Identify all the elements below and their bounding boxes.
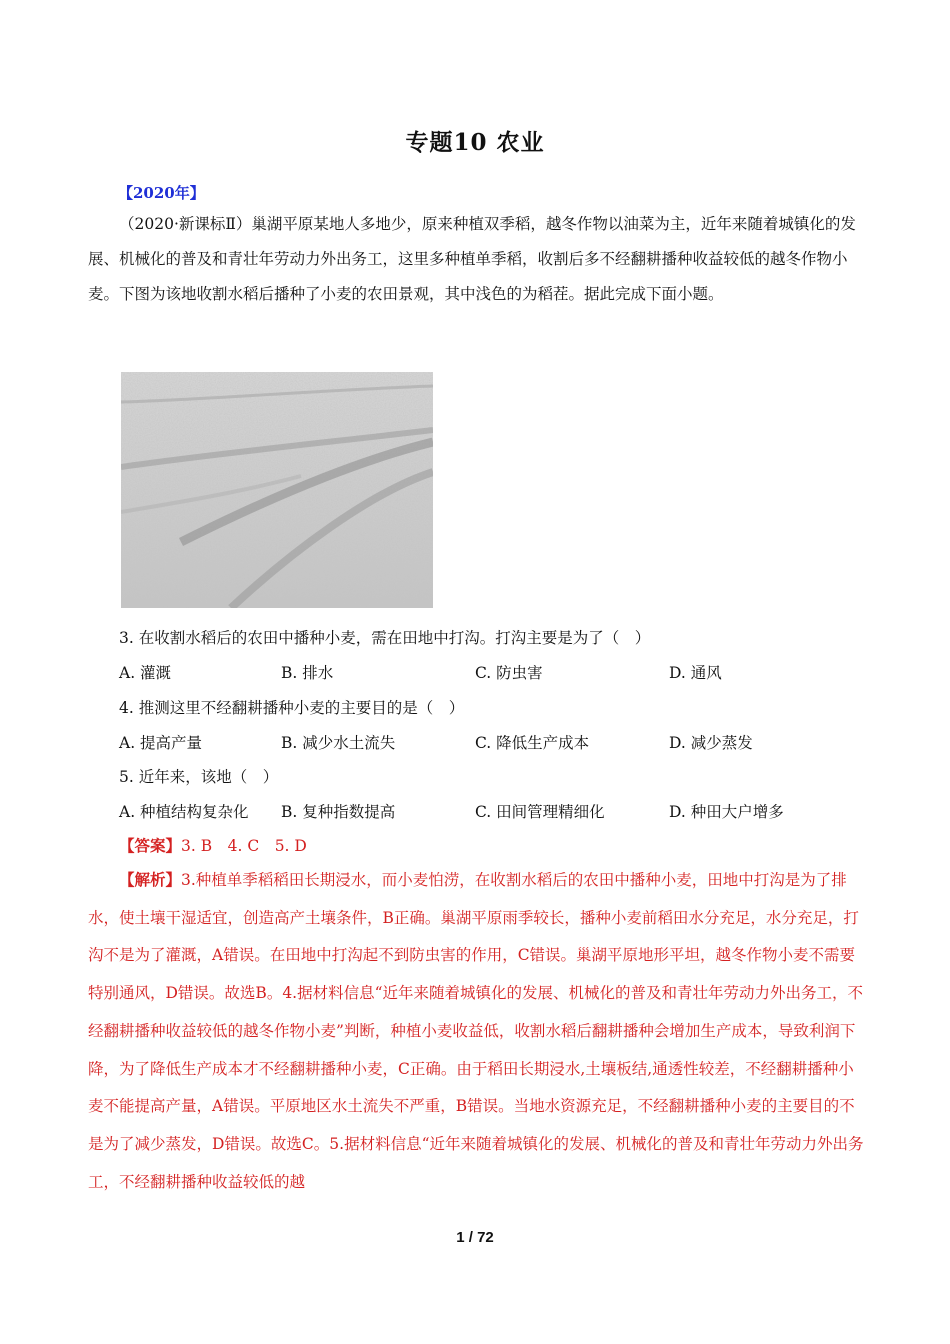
answer-label: 【答案】 xyxy=(119,836,182,855)
answer-line xyxy=(119,834,307,856)
q3-option-a: A. 灌溉 xyxy=(119,664,172,682)
q4-option-c: C. 降低生产成本 xyxy=(475,734,590,752)
q5-option-b: B. 复种指数提高 xyxy=(281,803,396,821)
page-number: 1 / 72 xyxy=(456,1229,494,1246)
farmland-photo xyxy=(121,372,433,608)
q4-option-d: D. 减少蒸发 xyxy=(669,734,753,752)
question-3: 3. 在收割水稻后的农田中播种小麦，需在田地中打沟。打沟主要是为了（ ） xyxy=(119,629,651,647)
answer-text: 3. B 4. C 5. D xyxy=(181,837,307,855)
q3-option-b: B. 排水 xyxy=(281,664,334,682)
q5-option-a: A. 种植结构复杂化 xyxy=(119,803,249,821)
q5-option-c: C. 田间管理精细化 xyxy=(475,803,605,821)
question-stem: （2020·新课标Ⅱ）巢湖平原某地人多地少，原来种植双季稻，越冬作物以油菜为主，近年来随着城镇化的发展、机械化的普及和青壮年劳动力外出务工，这里多种植单季稻，收割后多不经翻耕播种收益较低的越冬作物小麦。下图为该地收割水稻后播种了小麦的农田景观，其中浅色的为稻茬。据此完成下面小题。 xyxy=(88,215,856,303)
year-tag: 【2020年】 xyxy=(118,184,205,202)
analysis-label: 【解析】 xyxy=(119,870,182,889)
q4-option-a: A. 提高产量 xyxy=(119,734,203,752)
q3-option-c: C. 防虫害 xyxy=(475,664,543,682)
q3-option-d: D. 通风 xyxy=(669,664,722,682)
question-4: 4. 推测这里不经翻耕播种小麦的主要目的是（ ） xyxy=(119,699,465,717)
page-title: 专题10 农业 xyxy=(405,129,545,156)
analysis-text: 3.种植单季稻稻田长期浸水，而小麦怕涝，在收割水稻后的农田中播种小麦，田地中打沟是为了排水，使土壤干湿适宜，创造高产土壤条件，B正确。巢湖平原雨季较长，播种小麦前稻田水分充足，水分充足，打沟不是为了灌溉，A错误。在田地中打沟起不到防虫害的作用，C错误。巢湖平原地形平坦，越冬作物小麦不需要特别通风，D错误。故选B。4.据材料信息“近年来随着城镇化的发展、机械化的普及和青壮年劳动力外出务工，不经翻耕播种收益较低的越冬作物小麦”判断，种植小麦收益低，收割水稻后翻耕播种会增加生产成本，导致利润下降，为了降低生产成本才不经翻耕播种小麦，C正确。由于稻田长期浸水,土壤板结,通透性较差，不经翻耕播种小麦不能提高产量，A错误。平原地区水土流失不严重，B错误。当地水资源充足，不经翻耕播种小麦的主要目的不是为了减少蒸发，D错误。故选C。5.据材料信息“近年来随着城镇化的发展、机械化的普及和青壮年劳动力外出务工，不经翻耕播种收益较低的越 xyxy=(88,871,864,1191)
q4-option-b: B. 减少水土流失 xyxy=(281,734,396,752)
analysis-block xyxy=(88,861,866,1201)
question-5: 5. 近年来，该地（ ） xyxy=(119,768,279,786)
q5-option-d: D. 种田大户增多 xyxy=(669,803,784,821)
